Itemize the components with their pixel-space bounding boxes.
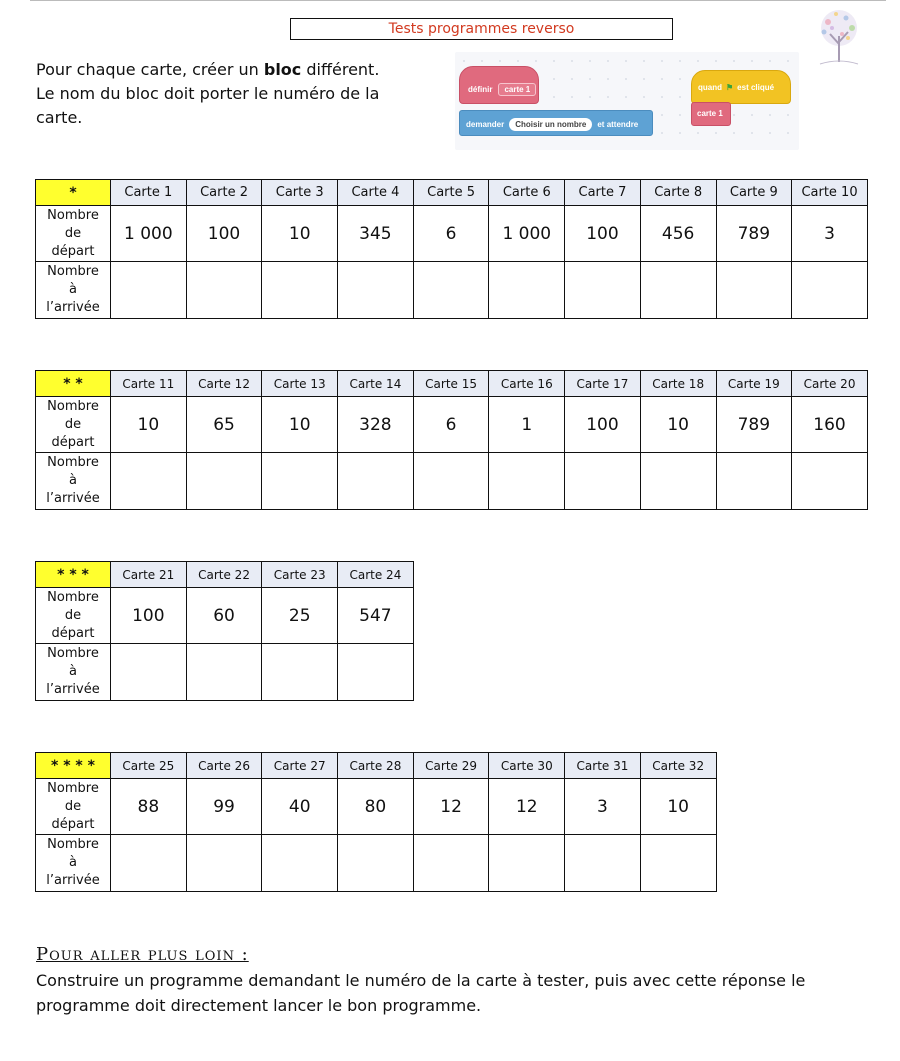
end-row xyxy=(36,453,868,510)
end-value-empty[interactable] xyxy=(489,453,565,510)
start-value: 100 xyxy=(565,206,641,262)
call-block: carte 1 xyxy=(691,102,731,126)
start-value: 10 xyxy=(262,397,338,453)
end-value-empty[interactable] xyxy=(262,644,338,701)
card-header: Carte 28 xyxy=(338,753,414,779)
row-label-word: à xyxy=(69,855,77,870)
row-label-start xyxy=(36,588,111,644)
header-row xyxy=(36,562,414,588)
start-value: 10 xyxy=(111,397,187,453)
row-label-word: à xyxy=(69,664,77,679)
card-header: Carte 25 xyxy=(111,753,187,779)
card-header: Carte 4 xyxy=(338,180,414,206)
end-value-empty[interactable] xyxy=(186,262,262,319)
table-level-1 xyxy=(35,179,868,319)
level-stars: * * * * xyxy=(36,753,111,779)
end-value-empty[interactable] xyxy=(262,835,338,892)
end-row xyxy=(36,644,414,701)
card-header: Carte 22 xyxy=(186,562,262,588)
card-header: Carte 2 xyxy=(186,180,262,206)
card-header: Carte 23 xyxy=(262,562,338,588)
row-label-word: à xyxy=(69,473,77,488)
card-header: Carte 17 xyxy=(565,371,641,397)
end-value-empty[interactable] xyxy=(338,262,414,319)
when-suffix: est cliqué xyxy=(737,83,775,92)
end-value-empty[interactable] xyxy=(640,262,716,319)
end-row xyxy=(36,835,717,892)
card-header: Carte 13 xyxy=(262,371,338,397)
start-value: 80 xyxy=(338,779,414,835)
end-value-empty[interactable] xyxy=(489,835,565,892)
row-label-word: l’arrivée xyxy=(46,873,100,888)
row-label-word: départ xyxy=(51,243,95,259)
start-value: 1 000 xyxy=(489,206,565,262)
row-label-word: Nombre xyxy=(47,455,99,470)
end-value-empty[interactable] xyxy=(413,262,489,319)
start-value: 547 xyxy=(338,588,414,644)
start-value: 60 xyxy=(186,588,262,644)
row-label-word: Nombre xyxy=(47,646,99,661)
ask-input: Choisir un nombre xyxy=(509,118,592,131)
card-header: Carte 18 xyxy=(640,371,716,397)
when-label: quand xyxy=(698,83,722,92)
ask-block xyxy=(459,110,653,136)
row-label-word: de xyxy=(64,416,82,432)
card-header: Carte 21 xyxy=(111,562,187,588)
start-value: 25 xyxy=(262,588,338,644)
start-value: 6 xyxy=(413,397,489,453)
card-header: Carte 31 xyxy=(565,753,641,779)
card-header: Carte 5 xyxy=(413,180,489,206)
start-value: 100 xyxy=(111,588,187,644)
row-label-word: Nombre xyxy=(47,398,99,414)
start-value: 88 xyxy=(111,779,187,835)
start-value: 1 xyxy=(489,397,565,453)
row-label-word: l’arrivée xyxy=(46,682,100,697)
start-value: 789 xyxy=(716,206,792,262)
card-header: Carte 20 xyxy=(792,371,868,397)
end-value-empty[interactable] xyxy=(338,835,414,892)
end-value-empty[interactable] xyxy=(565,835,641,892)
end-value-empty[interactable] xyxy=(565,453,641,510)
card-header: Carte 32 xyxy=(640,753,716,779)
end-value-empty[interactable] xyxy=(338,644,414,701)
header-row xyxy=(36,753,717,779)
level-stars: * * * xyxy=(36,562,111,588)
start-value: 100 xyxy=(186,206,262,262)
further-title: Pour aller plus loin : xyxy=(36,944,249,965)
end-value-empty[interactable] xyxy=(111,262,187,319)
header-row xyxy=(36,371,868,397)
start-value: 100 xyxy=(565,397,641,453)
end-value-empty[interactable] xyxy=(111,453,187,510)
row-label-start xyxy=(36,779,111,835)
row-label-end xyxy=(36,835,111,892)
end-row xyxy=(36,262,868,319)
start-value: 160 xyxy=(792,397,868,453)
start-value: 10 xyxy=(640,779,716,835)
row-label-word: de xyxy=(64,798,82,814)
further-text: Construire un programme demandant le numéro de la carte à tester, puis avec cette réponse le programme doit directement lancer le bon programme. xyxy=(36,971,806,1015)
define-label: définir xyxy=(468,85,493,94)
end-value-empty[interactable] xyxy=(640,835,716,892)
row-label-word: à xyxy=(69,282,77,297)
row-label-end xyxy=(36,262,111,319)
end-value-empty[interactable] xyxy=(186,644,262,701)
card-header: Carte 26 xyxy=(186,753,262,779)
start-value: 10 xyxy=(640,397,716,453)
scratch-code-example xyxy=(455,52,799,150)
start-row xyxy=(36,206,868,262)
row-label-word: Nombre xyxy=(47,264,99,279)
end-value-empty[interactable] xyxy=(792,262,868,319)
start-value: 328 xyxy=(338,397,414,453)
end-value-empty[interactable] xyxy=(111,835,187,892)
define-param: carte 1 xyxy=(498,83,536,96)
end-value-empty[interactable] xyxy=(262,453,338,510)
table-level-3 xyxy=(35,561,414,701)
green-flag-icon: ⚑ xyxy=(726,83,734,92)
card-header: Carte 14 xyxy=(338,371,414,397)
card-header: Carte 24 xyxy=(338,562,414,588)
intro-text-end: différent. xyxy=(301,60,380,79)
intro-text: Pour chaque carte, créer un xyxy=(36,60,264,79)
end-value-empty[interactable] xyxy=(262,262,338,319)
row-label-word: de xyxy=(64,607,82,623)
end-value-empty[interactable] xyxy=(716,262,792,319)
row-label-start xyxy=(36,397,111,453)
end-value-empty[interactable] xyxy=(640,453,716,510)
row-label-word: l’arrivée xyxy=(46,491,100,506)
level-stars: * * xyxy=(36,371,111,397)
card-header: Carte 10 xyxy=(792,180,868,206)
start-value: 3 xyxy=(792,206,868,262)
start-value: 40 xyxy=(262,779,338,835)
start-row xyxy=(36,397,868,453)
card-header: Carte 15 xyxy=(413,371,489,397)
end-value-empty[interactable] xyxy=(186,835,262,892)
end-value-empty[interactable] xyxy=(413,453,489,510)
row-label-end xyxy=(36,644,111,701)
start-value: 456 xyxy=(640,206,716,262)
start-value: 3 xyxy=(565,779,641,835)
card-header: Carte 12 xyxy=(186,371,262,397)
start-value: 6 xyxy=(413,206,489,262)
card-header: Carte 9 xyxy=(716,180,792,206)
start-value: 12 xyxy=(413,779,489,835)
row-label-word: l’arrivée xyxy=(46,300,100,315)
row-label-start xyxy=(36,206,111,262)
row-label-word: Nombre xyxy=(47,780,99,796)
ask-suffix: et attendre xyxy=(597,120,639,129)
card-header: Carte 30 xyxy=(489,753,565,779)
start-value: 65 xyxy=(186,397,262,453)
intro-line-2: Le nom du bloc doit porter le numéro de la carte. xyxy=(36,84,380,127)
row-label-word: Nombre xyxy=(47,207,99,223)
instructions xyxy=(36,58,416,130)
row-label-word: départ xyxy=(51,434,95,450)
card-header: Carte 27 xyxy=(262,753,338,779)
ask-label: demander xyxy=(466,120,505,129)
card-header: Carte 1 xyxy=(111,180,187,206)
end-value-empty[interactable] xyxy=(338,453,414,510)
card-header: Carte 6 xyxy=(489,180,565,206)
card-header: Carte 8 xyxy=(640,180,716,206)
end-value-empty[interactable] xyxy=(111,644,187,701)
card-header: Carte 7 xyxy=(565,180,641,206)
when-flag-block xyxy=(691,70,791,104)
row-label-end xyxy=(36,453,111,510)
end-value-empty[interactable] xyxy=(413,835,489,892)
define-block xyxy=(459,66,539,104)
page-title: Tests programmes reverso xyxy=(290,18,673,40)
header-row xyxy=(36,180,868,206)
start-value: 12 xyxy=(489,779,565,835)
card-header: Carte 11 xyxy=(111,371,187,397)
table-level-2 xyxy=(35,370,868,510)
end-value-empty[interactable] xyxy=(186,453,262,510)
end-value-empty[interactable] xyxy=(565,262,641,319)
start-value: 789 xyxy=(716,397,792,453)
level-stars: * xyxy=(36,180,111,206)
start-row xyxy=(36,588,414,644)
row-label-word: départ xyxy=(51,625,95,641)
row-label-word: Nombre xyxy=(47,589,99,605)
start-row xyxy=(36,779,717,835)
card-header: Carte 19 xyxy=(716,371,792,397)
table-level-4 xyxy=(35,752,717,892)
start-value: 1 000 xyxy=(111,206,187,262)
card-header: Carte 16 xyxy=(489,371,565,397)
row-label-word: Nombre xyxy=(47,837,99,852)
end-value-empty[interactable] xyxy=(792,453,868,510)
row-label-word: de xyxy=(64,225,82,241)
start-value: 99 xyxy=(186,779,262,835)
end-value-empty[interactable] xyxy=(716,453,792,510)
tree-logo-icon xyxy=(806,4,872,72)
card-header: Carte 29 xyxy=(413,753,489,779)
top-rule xyxy=(30,0,886,1)
row-label-word: départ xyxy=(51,816,95,832)
end-value-empty[interactable] xyxy=(489,262,565,319)
card-header: Carte 3 xyxy=(262,180,338,206)
start-value: 345 xyxy=(338,206,414,262)
start-value: 10 xyxy=(262,206,338,262)
intro-bold-word: bloc xyxy=(263,60,302,79)
